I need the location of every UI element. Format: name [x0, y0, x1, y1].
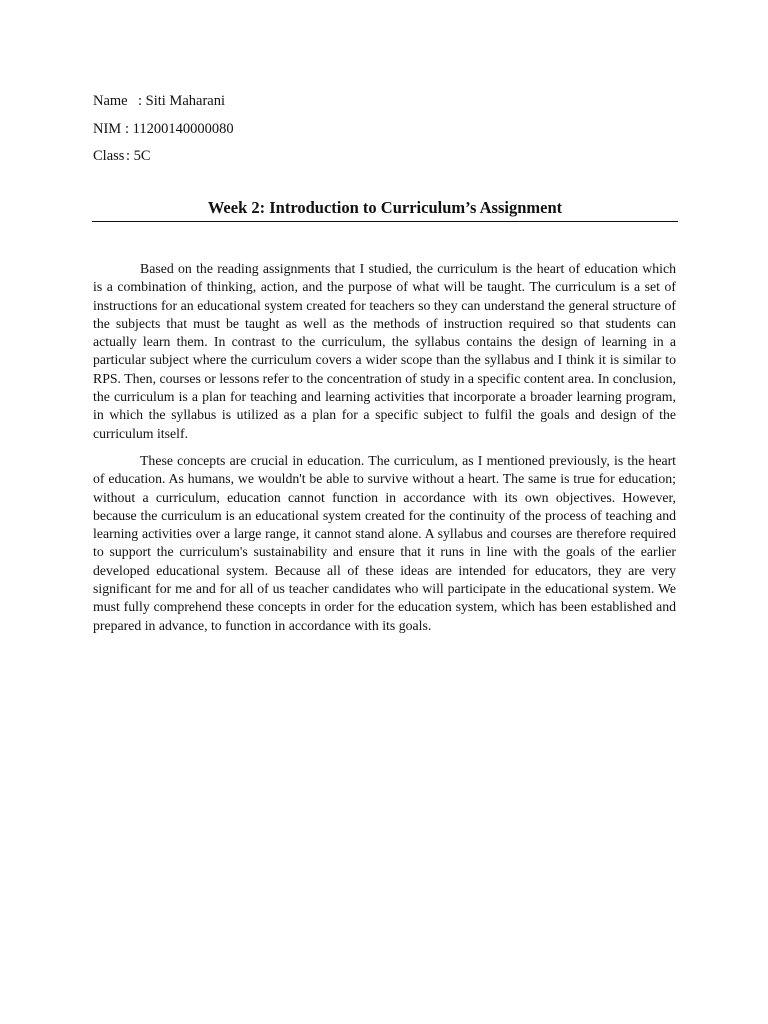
document-body — [93, 260, 676, 644]
name-row — [93, 88, 234, 116]
nim-row — [93, 116, 234, 144]
class-row — [93, 143, 234, 171]
document-title: Week 2: Introduction to Curriculum’s Assignment — [207, 198, 563, 217]
paragraph-1: Based on the reading assignments that I studied, the curriculum is the heart of education which is a combination of thinking, action, and the purpose of what will be taught. The curriculum is a set of instructions for an educational system created for teachers so they can understand the general structure of the subjects that must be taught as well as the methods of instruction required so that students can actually learn them. In contrast to the curriculum, the syllabus contains the design of learning in a particular subject where the curriculum covers a wider scope than the syllabus and I think it is similar to RPS. Then, courses or lessons refer to the concentration of study in a specific content area. In conclusion, the curriculum is a plan for teaching and learning activities that incorporate a broader learning program, in which the syllabus is utilized as a plan for a specific subject to fulfil the goals and design of the curriculum itself. — [93, 261, 676, 441]
class-label: Class — [93, 148, 125, 165]
class-value: : 5C — [126, 148, 151, 165]
name-label: Name — [93, 93, 128, 110]
title-underline — [92, 221, 678, 222]
nim-label: NIM — [93, 120, 122, 137]
student-info — [93, 88, 234, 171]
nim-value: : 11200140000080 — [125, 120, 234, 137]
name-value: : Siti Maharani — [138, 93, 225, 110]
paragraph-2: These concepts are crucial in education. The curriculum, as I mentioned previously, is the heart of education. As humans, we wouldn't be able to survive without a heart. The same is true for education; without a curriculum, education cannot function in accordance with its own objectives. However, because the curriculum is an educational system created for the continuity of the process of teaching and learning activities over a large range, it cannot stand alone. A syllabus and courses are therefore required to support the curriculum's sustainability and ensure that it runs in line with the goals of the earlier developed educational system. Because all of these ideas are intended for educators, they are very significant for me and for all of us teacher candidates who will participate in the educational system. We must fully comprehend these concepts in order for the education system, which has been established and prepared in advance, to function in accordance with its goals. — [93, 452, 676, 633]
